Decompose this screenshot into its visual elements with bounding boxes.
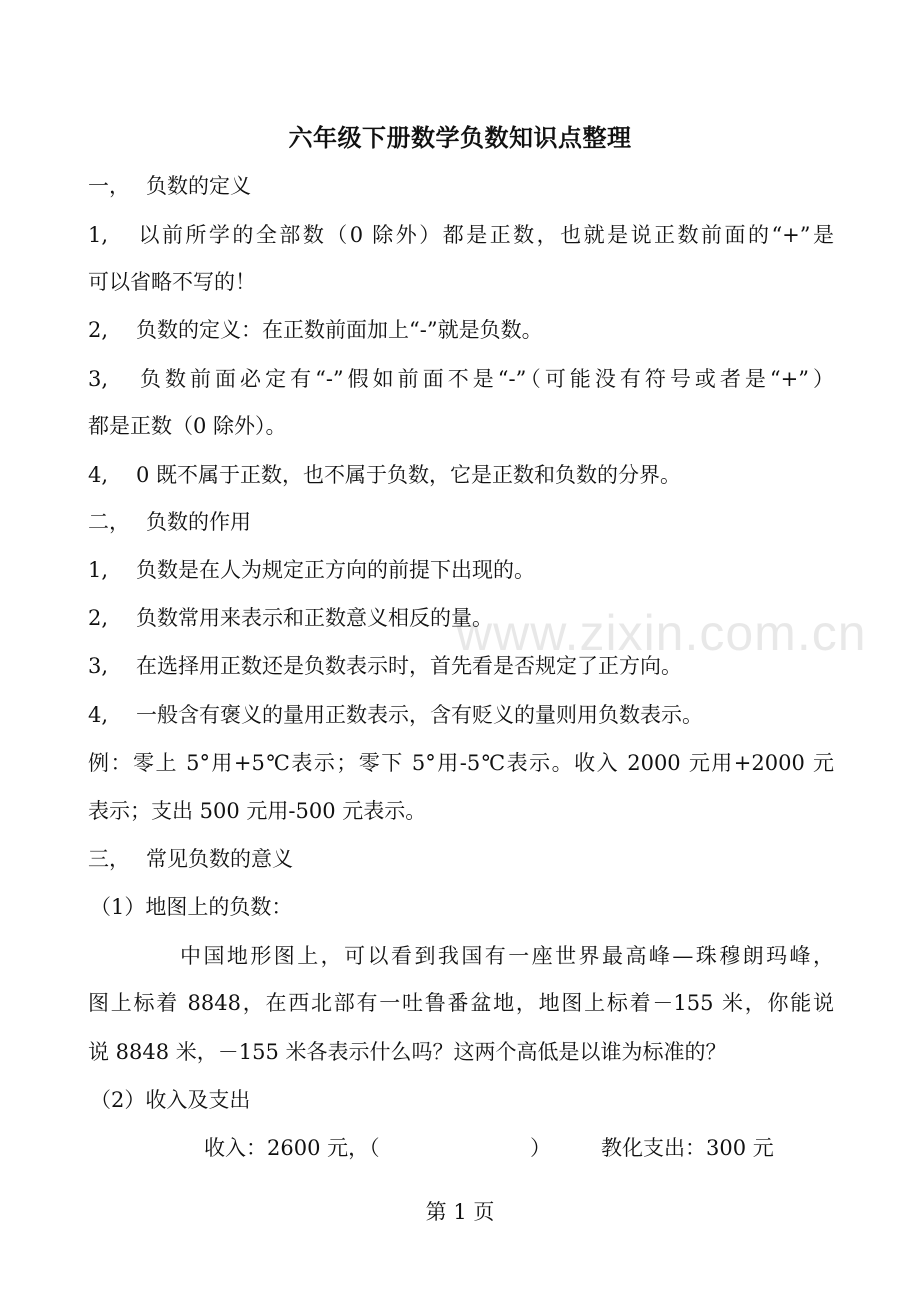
income-text: 收入：2600 元，（ <box>204 1136 380 1160</box>
section-heading-text: 负数的作用 <box>146 510 251 534</box>
item-text-continued: 可以省略不写的！ <box>88 270 256 294</box>
item-number: 4, <box>88 463 109 487</box>
section-heading-meaning <box>88 845 293 873</box>
paragraph-line: 说 8848 米，－155 米各表示什么吗？这两个高低是以谁为标准的？ <box>88 1040 727 1064</box>
section-heading-definition <box>88 172 251 200</box>
section-heading-text: 负数的定义 <box>146 174 251 198</box>
answer-blank-close: ） <box>530 1136 551 1160</box>
list-item <box>88 556 535 584</box>
paragraph-line: 图上标着 8848，在西北部有一吐鲁番盆地，地图上标着－155 米，你能说 <box>88 991 834 1015</box>
section-number: 二， <box>88 510 130 534</box>
paragraph-line: 中国地形图上，可以看到我国有一座世界最高峰—珠穆朗玛峰， <box>180 944 834 968</box>
item-number: 3, <box>88 367 109 391</box>
section-heading-text: 常见负数的意义 <box>146 847 293 871</box>
example-text: 例：零上 5°用+5℃表示；零下 5°用-5℃表示。收入 2000 元用+2000 元 <box>88 751 834 775</box>
section-heading-role <box>88 508 251 536</box>
subsection-label-map: （1）地图上的负数： <box>90 895 293 919</box>
item-text-continued: 都是正数（0 除外）。 <box>88 414 287 438</box>
item-text: 负数是在人为规定正方向的前提下出现的。 <box>136 558 535 582</box>
expense-text: 教化支出：300 元 <box>601 1136 774 1160</box>
subsection-label-income: （2）收入及支出 <box>90 1088 251 1112</box>
item-text: 负数前面必定有“-”假如前面不是“-”（可能没有符号或者是“+”） <box>136 367 834 391</box>
list-item <box>88 604 493 632</box>
page-title: 六年级下册数学负数知识点整理 <box>288 123 632 152</box>
list-item <box>88 701 703 729</box>
example-text-continued: 表示；支出 500 元用-500 元表示。 <box>88 799 427 823</box>
item-text: 以前所学的全部数（0 除外）都是正数，也就是说正数前面的“+”是 <box>136 223 834 247</box>
watermark: www.zixin.com.cn <box>456 605 867 661</box>
item-number: 1, <box>88 223 109 247</box>
item-text: 在选择用正数还是负数表示时，首先看是否规定了正方向。 <box>136 654 682 678</box>
list-item <box>88 365 834 393</box>
list-item <box>88 221 834 249</box>
list-item <box>88 461 681 489</box>
section-number: 一， <box>88 174 130 198</box>
item-number: 1, <box>88 558 109 582</box>
section-number: 三， <box>88 847 130 871</box>
item-text: 负数常用来表示和正数意义相反的量。 <box>136 606 493 630</box>
item-text: 负数的定义：在正数前面加上“-”就是负数。 <box>136 318 543 342</box>
item-number: 2, <box>88 606 109 630</box>
page-number: 第 1 页 <box>425 1200 495 1224</box>
item-number: 3, <box>88 654 109 678</box>
list-item <box>88 316 543 344</box>
item-text: 一般含有褒义的量用正数表示，含有贬义的量则用负数表示。 <box>136 703 703 727</box>
item-text: 0 既不属于正数，也不属于负数，它是正数和负数的分界。 <box>136 463 682 487</box>
item-number: 2, <box>88 318 109 342</box>
item-number: 4, <box>88 703 109 727</box>
